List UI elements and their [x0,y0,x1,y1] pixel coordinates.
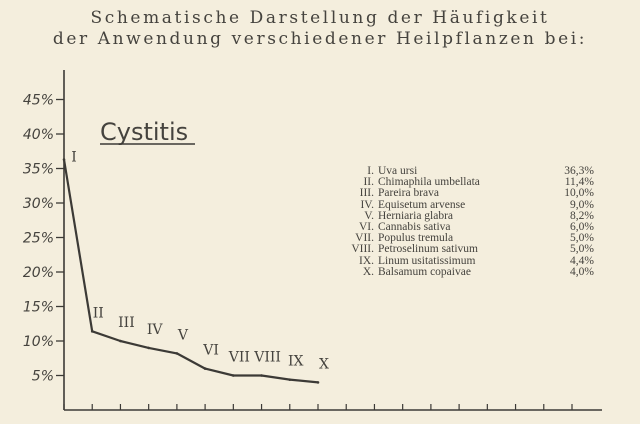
legend-plant-name: Balsamum copaivae [378,265,471,278]
legend-plant-name: Linum usitatissimum [378,254,476,267]
data-point [91,330,94,333]
point-label: IV [146,321,163,338]
point-label: I [71,149,77,166]
legend-numeral: VI. [358,220,374,233]
legend-numeral: V. [364,209,374,222]
legend-value: 11,4% [564,176,594,189]
legend-numeral: I. [367,165,374,177]
legend-row [324,244,594,255]
y-tick-label: 5% [31,368,54,385]
data-point [288,378,291,381]
chart-title: Cystitis [100,118,189,146]
legend-row [324,256,594,267]
y-tick-label: 45% [22,92,54,109]
legend-value: 5,0% [570,243,594,256]
data-point [119,340,122,343]
legend-plant-name: Uva ursi [378,165,418,177]
legend-value: 36,3% [564,165,594,177]
point-label: V [177,327,188,344]
point-label: II [92,305,104,322]
legend-numeral: VII. [355,232,374,245]
data-point [260,374,263,377]
legend-value: 6,0% [570,220,594,233]
legend-numeral: X. [362,265,374,278]
y-tick-label: 40% [22,127,54,143]
data-point [317,381,320,384]
data-point [204,367,207,370]
legend-numeral: IV. [360,198,374,211]
legend-value: 5,0% [570,232,594,245]
legend-plant-name: Cannabis sativa [378,220,451,233]
legend-plant-name: Herniaria glabra [378,209,454,222]
data-point [63,158,66,161]
chart-heading-line-2: der Anwendung verschiedener Heilpflanzen bei: [52,29,588,49]
point-label: VI [203,342,219,359]
legend [324,166,594,278]
data-point [232,374,235,377]
legend-value: 8,2% [570,209,594,222]
legend-value: 4,0% [570,265,594,278]
point-label: VII [228,349,250,366]
data-point [147,347,150,350]
legend-row [324,267,594,278]
legend-value: 9,0% [570,198,594,211]
y-tick-label: 35% [22,161,54,178]
legend-numeral: IX. [358,254,374,267]
chart-heading-line-1: Schematische Darstellung der Häufigkeit [90,8,550,28]
legend-plant-name: Chimaphila umbellata [378,176,480,189]
legend-numeral: III. [359,187,374,200]
data-point [176,352,179,355]
legend-numeral: VIII. [351,243,374,256]
point-label: III [118,315,135,331]
legend-plant-name: Populus tremula [378,232,454,245]
y-tick-label: 20% [22,265,54,281]
point-label: IX [288,353,304,370]
y-tick-label: 25% [22,230,54,247]
legend-value: 10,0% [564,187,594,200]
legend-plant-name: Pareira brava [378,187,439,200]
legend-value: 4,4% [570,254,594,267]
y-tick-label: 15% [22,299,54,316]
point-label: X [319,356,329,373]
point-label: VIII [254,349,281,366]
y-tick-label: 10% [22,334,54,350]
legend-row [324,188,594,199]
y-tick-label: 30% [22,196,54,212]
legend-numeral: II. [363,176,374,189]
legend-plant-name: Equisetum arvense [378,198,466,211]
legend-plant-name: Petroselinum sativum [378,243,478,256]
